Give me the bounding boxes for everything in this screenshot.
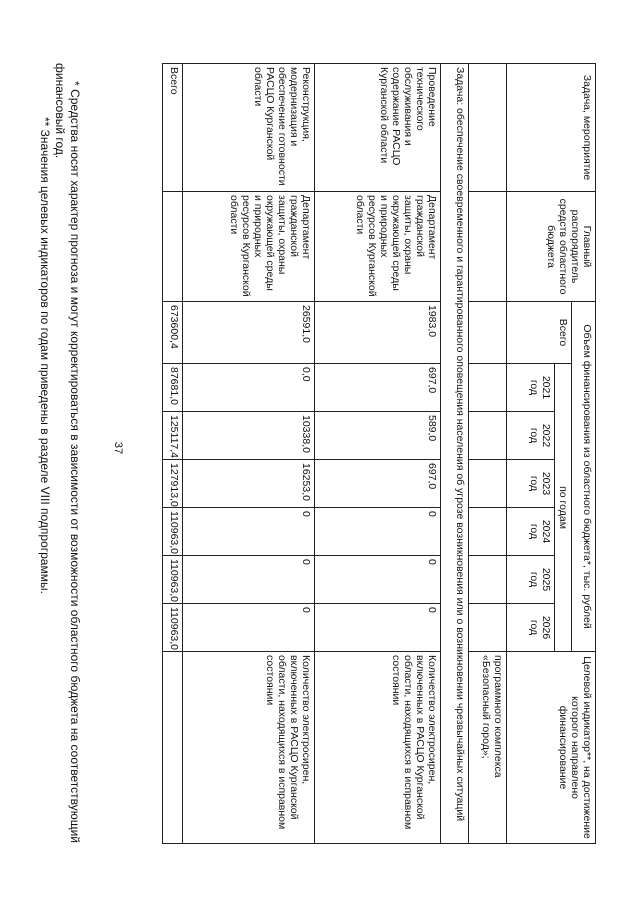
year-value: 697,0 xyxy=(315,460,441,508)
year-value: 10338,0 xyxy=(183,412,315,460)
task-row: Задача: обеспечение своевременного и гарантированного оповещения населения об угрозе возникновения или о возникновении чрезвычайных ситуаций xyxy=(441,64,469,844)
year-value: 589,0 xyxy=(315,412,441,460)
total-year-value: 110963,0 xyxy=(163,508,183,556)
activity-manager: Департамент гражданской защиты, охраны окружающей среды и природных ресурсов Курганской области xyxy=(183,192,315,302)
total-year-value: 87681,0 xyxy=(163,364,183,412)
year-header: 2023 год xyxy=(507,460,555,508)
header-task: Задача, мероприятие xyxy=(507,64,596,192)
footnotes xyxy=(37,63,82,843)
activity-manager: Департамент гражданской защиты, охраны окружающей среды и природных ресурсов Курганской области xyxy=(315,192,441,302)
year-header: 2025 год xyxy=(507,556,555,604)
total-year-value: 127913,0 xyxy=(163,460,183,508)
footnote-forecast: * Средства носят характер прогноза и могут корректироваться в зависимости от возможности областного бюджета на соответствующий финансовый год. xyxy=(53,63,82,843)
year-value: 697,0 xyxy=(315,364,441,412)
table-row xyxy=(183,64,315,844)
activity-total: 1983,0 xyxy=(315,302,441,364)
rotated-page-content xyxy=(38,63,596,843)
total-value: 673600,4 xyxy=(163,302,183,364)
activity-total: 26591,0 xyxy=(183,302,315,364)
year-value: 0 xyxy=(315,604,441,652)
activity-name: Проведение технического обслуживания и содержание РАСЦО Курганской области xyxy=(315,64,441,192)
year-header: 2022 год xyxy=(507,412,555,460)
total-row xyxy=(163,64,183,844)
activity-indicator: Количество электросирен, включенных в РАСЦО Курганской области, находящихся в исправном состоянии xyxy=(315,652,441,844)
table-row xyxy=(315,64,441,844)
year-value: 0 xyxy=(315,556,441,604)
total-label: Всего xyxy=(163,64,183,192)
activity-indicator: Количество электросирен, включенных в РАСЦО Курганской области, находящихся в исправном состоянии xyxy=(183,652,315,844)
year-value: 0 xyxy=(183,604,315,652)
year-header: 2021 год xyxy=(507,364,555,412)
total-year-value: 110963,0 xyxy=(163,604,183,652)
year-value: 0,0 xyxy=(183,364,315,412)
total-year-value: 125117,4 xyxy=(163,412,183,460)
year-header: 2026 год xyxy=(507,604,555,652)
total-year-value: 110963,0 xyxy=(163,556,183,604)
header-manager: Главный распорядитель средств областного бюджета xyxy=(507,192,596,302)
header-funding: Объем финансирования из областного бюджета*, тыс. рублей xyxy=(572,302,596,652)
funding-table xyxy=(162,63,596,844)
page-number: 37 xyxy=(112,441,125,455)
year-value: 0 xyxy=(183,556,315,604)
footnote-indicators: ** Значения целевых индикаторов по годам приведены в разделе VIII подпрограммы. xyxy=(38,117,52,594)
year-value: 16253,0 xyxy=(183,460,315,508)
header-total: Всего xyxy=(507,302,572,364)
year-header: 2024 год xyxy=(507,508,555,556)
header-by-years: по годам xyxy=(555,364,572,652)
activity-name: Реконструкция, модернизация и обеспечение готовности РАСЦО Курганской области xyxy=(183,64,315,192)
header-indicator: Целевой индикатор**, на достижение которого направлено финансирование xyxy=(507,652,596,844)
year-value: 0 xyxy=(183,508,315,556)
year-value: 0 xyxy=(315,508,441,556)
indicator-continuation: программного комплекса «Безопасный город»; xyxy=(469,652,507,844)
